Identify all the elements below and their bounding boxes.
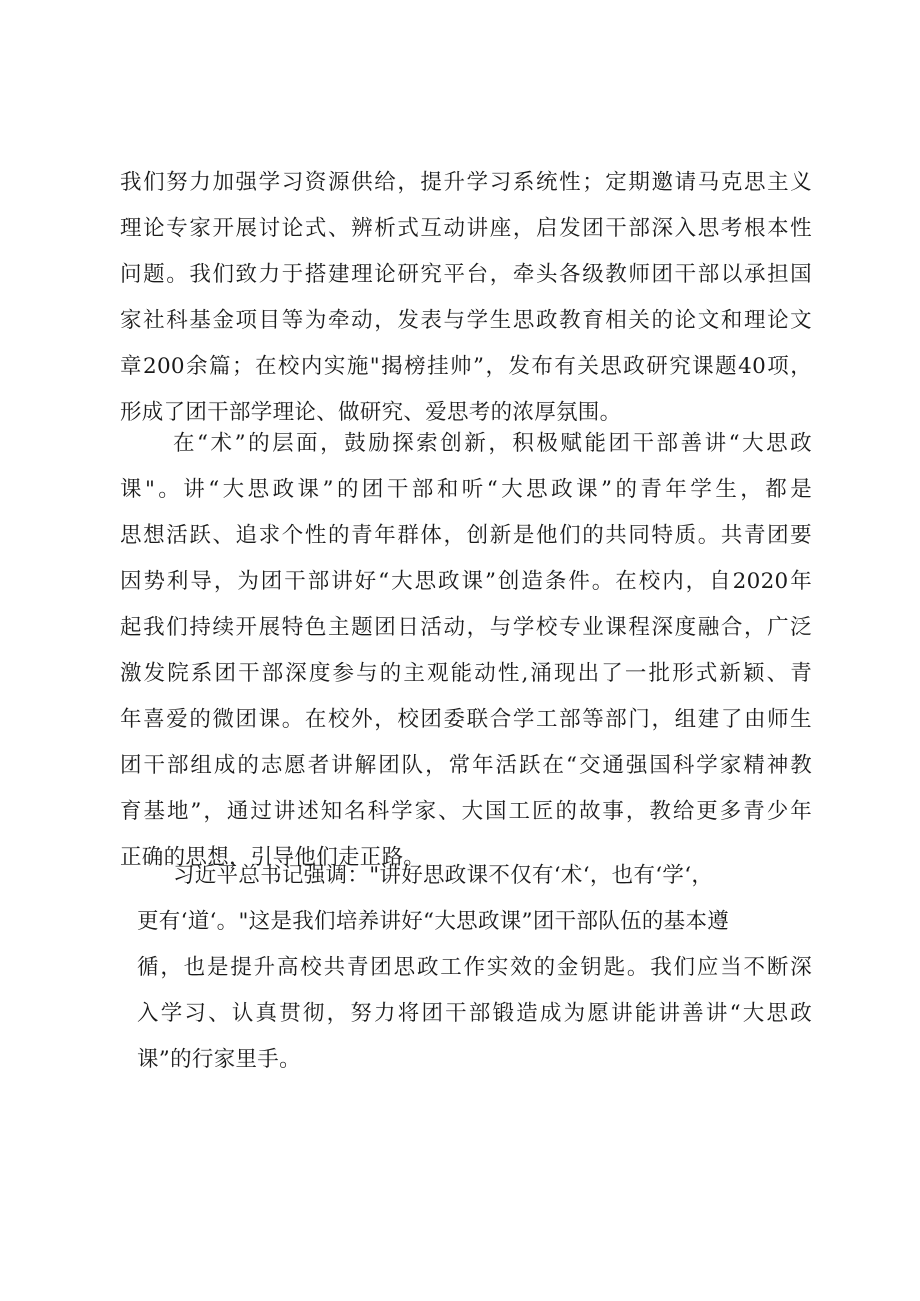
text-line: 理论专家开展讨论式、辨析式互动讲座，启发团干部深入思考根本性 — [120, 216, 812, 241]
text-line: 年喜爱的微团课。在校外，校团委联合学工部等部门，组建了由师生 — [120, 707, 812, 732]
text-line: 因势利导，为团干部讲好“大思政课”创造条件。在校内，自2020年 — [120, 569, 812, 594]
text-line: 形成了团干部学理论、做研究、爱思考的浓厚氛围。 — [120, 400, 622, 425]
text-line: 课"。讲“大思政课”的团干部和听“大思政课”的青年学生，都是 — [120, 477, 812, 502]
paragraph-3 — [120, 853, 812, 1083]
text-line: 激发院系团干部深度参与的主观能动性,涌现出了一批形式新颖、青 — [120, 661, 812, 686]
text-line: 思想活跃、追求个性的青年群体，创新是他们的共同特质。共青团要 — [120, 523, 812, 548]
text-line: 章200余篇；在校内实施"揭榜挂帅”，发布有关思政研究课题40项， — [120, 354, 812, 379]
text-line: 起我们持续开展特色主题团日活动，与学校专业课程深度融合，广泛 — [120, 615, 812, 640]
text-line: 课”的行家里手。 — [137, 1047, 301, 1072]
text-line: 入学习、认真贯彻，努力将团干部锻造成为愿讲能讲善讲“大思政 — [137, 1001, 812, 1026]
paragraph-2 — [120, 421, 812, 881]
text-line: 我们努力加强学习资源供给，提升学习系统性；定期邀请马克思主义 — [120, 170, 812, 195]
text-line: 在“术”的层面，鼓励探索创新，积极赋能团干部善讲“大思政 — [173, 431, 812, 456]
text-line: 循，也是提升高校共青团思政工作实效的金钥匙。我们应当不断深 — [137, 955, 812, 980]
text-line: 育基地”，通过讲述知名科学家、大国工匠的故事，教给更多青少年 — [120, 799, 812, 824]
paragraph-1 — [120, 160, 812, 436]
text-line: 习近平总书记强调："讲好思政课不仅有‘术‘，也有‘学‘， — [173, 863, 714, 888]
text-line: 家社科基金项目等为牵动，发表与学生思政教育相关的论文和理论文 — [120, 308, 812, 333]
text-line: 问题。我们致力于搭建理论研究平台，牵头各级教师团干部以承担国 — [120, 262, 812, 287]
text-line: 正确的思想，引导他们走正路。 — [120, 845, 426, 870]
text-line: 更有‘道‘。"这是我们培养讲好“大思政课”团干部队伍的基本遵 — [137, 909, 730, 934]
text-line: 团干部组成的志愿者讲解团队，常年活跃在“交通强国科学家精神教 — [120, 753, 812, 778]
